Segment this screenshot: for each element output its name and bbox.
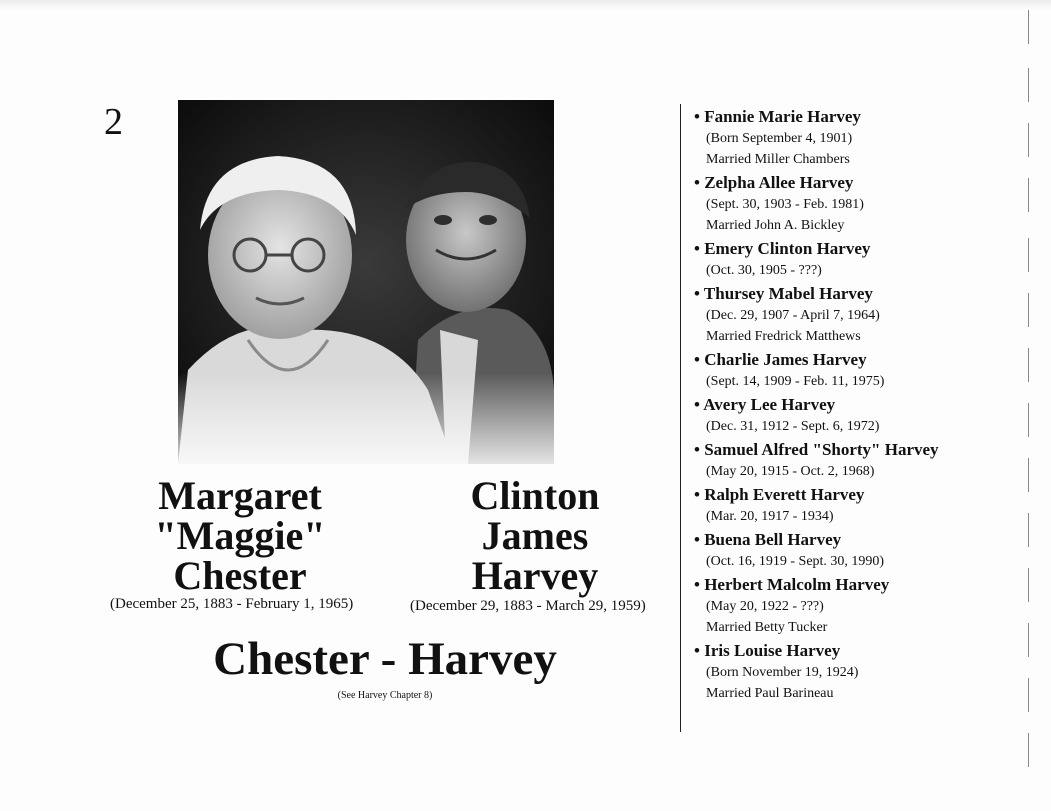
child-name: • Charlie James Harvey — [694, 350, 867, 369]
child-dates: (Mar. 20, 1917 - 1934) — [706, 509, 834, 524]
child-dates: (Born September 4, 1901) — [706, 131, 853, 146]
child-dates: (May 20, 1922 - ???) — [706, 599, 824, 614]
child-spouse: Married Betty Tucker — [706, 620, 828, 635]
child-spouse: Married John A. Bickley — [706, 218, 845, 233]
child-name: • Emery Clinton Harvey — [694, 239, 871, 258]
page-number: 2 — [104, 101, 123, 143]
child-name: • Avery Lee Harvey — [694, 395, 836, 414]
right-name-line: Harvey — [471, 553, 599, 598]
child-entry — [694, 529, 994, 572]
child-entry — [694, 106, 994, 170]
child-dates: (Born November 19, 1924) — [706, 665, 859, 680]
child-name: • Thursey Mabel Harvey — [694, 284, 873, 303]
child-name: • Zelpha Allee Harvey — [694, 173, 854, 192]
child-spouse: Married Paul Barineau — [706, 686, 834, 701]
scan-shadow — [0, 0, 1051, 10]
child-spouse: Married Miller Chambers — [706, 152, 850, 167]
left-person-dates: (December 25, 1883 - February 1, 1965) — [110, 596, 354, 612]
child-dates: (Oct. 30, 1905 - ???) — [706, 263, 822, 278]
right-name-line: James — [481, 513, 589, 558]
child-dates: (May 20, 1915 - Oct. 2, 1968) — [706, 464, 875, 479]
child-dates: (Oct. 16, 1919 - Sept. 30, 1990) — [706, 554, 885, 569]
right-name-line: Clinton — [470, 473, 600, 518]
child-entry — [694, 349, 994, 392]
child-spouse: Married Fredrick Matthews — [706, 329, 861, 344]
child-name: • Ralph Everett Harvey — [694, 485, 865, 504]
right-person-name — [430, 473, 640, 598]
right-person-dates: (December 29, 1883 - March 29, 1959) — [410, 598, 646, 614]
child-dates: (Dec. 31, 1912 - Sept. 6, 1972) — [706, 419, 880, 434]
left-name-line: Chester — [173, 553, 307, 598]
child-dates: (Dec. 29, 1907 - April 7, 1964) — [706, 308, 880, 323]
child-entry — [694, 238, 994, 281]
child-dates: (Sept. 30, 1903 - Feb. 1981) — [706, 197, 864, 212]
left-name-line: Margaret — [158, 473, 322, 518]
child-entry — [694, 484, 994, 527]
child-name: • Fannie Marie Harvey — [694, 107, 861, 126]
child-name: • Buena Bell Harvey — [694, 530, 842, 549]
family-title: Chester - Harvey — [213, 633, 557, 685]
child-dates: (Sept. 14, 1909 - Feb. 11, 1975) — [706, 374, 885, 389]
child-entry — [694, 394, 994, 437]
child-entry — [694, 574, 994, 638]
child-entry — [694, 172, 994, 236]
see-chapter-note: (See Harvey Chapter 8) — [337, 690, 433, 701]
child-name: • Iris Louise Harvey — [694, 641, 841, 660]
children-list — [694, 106, 994, 706]
child-entry — [694, 640, 994, 704]
left-person-name — [140, 473, 340, 598]
child-name: • Samuel Alfred "Shorty" Harvey — [694, 440, 939, 459]
scan-edge-marks — [1026, 8, 1032, 808]
child-name: • Herbert Malcolm Harvey — [694, 575, 890, 594]
couple-photo — [178, 100, 554, 464]
child-entry — [694, 439, 994, 482]
left-name-line: "Maggie" — [154, 513, 326, 558]
child-entry — [694, 283, 994, 347]
column-divider — [680, 104, 681, 732]
